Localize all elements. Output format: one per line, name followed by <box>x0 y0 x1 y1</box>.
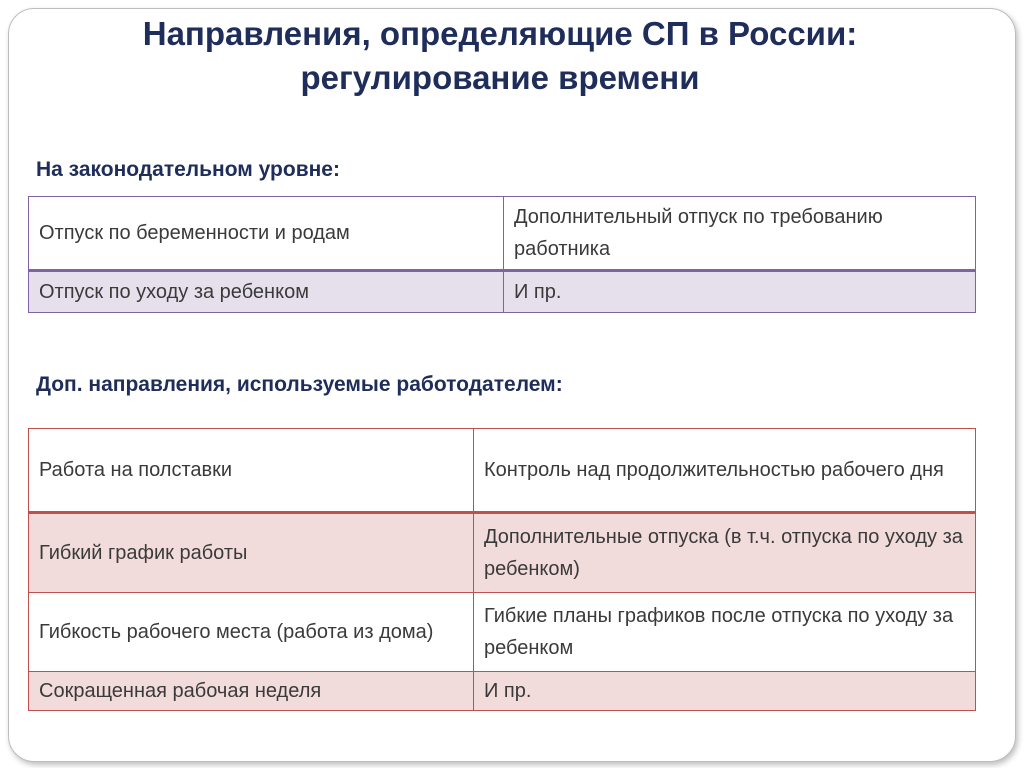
table-cell: И пр. <box>474 672 976 711</box>
table-row <box>29 429 976 513</box>
table-cell: Контроль над продолжительностью рабочего дня <box>474 429 976 513</box>
table-row <box>29 271 976 313</box>
table-row <box>29 593 976 672</box>
table-cell: Отпуск по уходу за ребенком <box>29 271 504 313</box>
table-cell: Дополнительный отпуск по требованию работника <box>504 197 976 271</box>
table-cell: И пр. <box>504 271 976 313</box>
section-label-employer: Доп. направления, используемые работодателем: <box>36 373 563 396</box>
table-cell: Дополнительные отпуска (в т.ч. отпуска по уходу за ребенком) <box>474 513 976 593</box>
table-cell: Работа на полставки <box>29 429 474 513</box>
title-line-2: регулирование времени <box>300 59 700 96</box>
legal-table <box>28 196 976 313</box>
table-cell: Сокращенная рабочая неделя <box>29 672 474 711</box>
slide-title <box>60 12 940 100</box>
table-cell: Отпуск по беременности и родам <box>29 197 504 271</box>
title-line-1: Направления, определяющие СП в России: <box>142 15 858 52</box>
table-row <box>29 197 976 271</box>
table-cell: Гибкость рабочего места (работа из дома) <box>29 593 474 672</box>
table-row <box>29 513 976 593</box>
section-label-legal: На законодательном уровне: <box>36 158 340 181</box>
table-cell: Гибкие планы графиков после отпуска по уходу за ребенком <box>474 593 976 672</box>
employer-table <box>28 428 976 711</box>
table-row <box>29 672 976 711</box>
table-cell: Гибкий график работы <box>29 513 474 593</box>
